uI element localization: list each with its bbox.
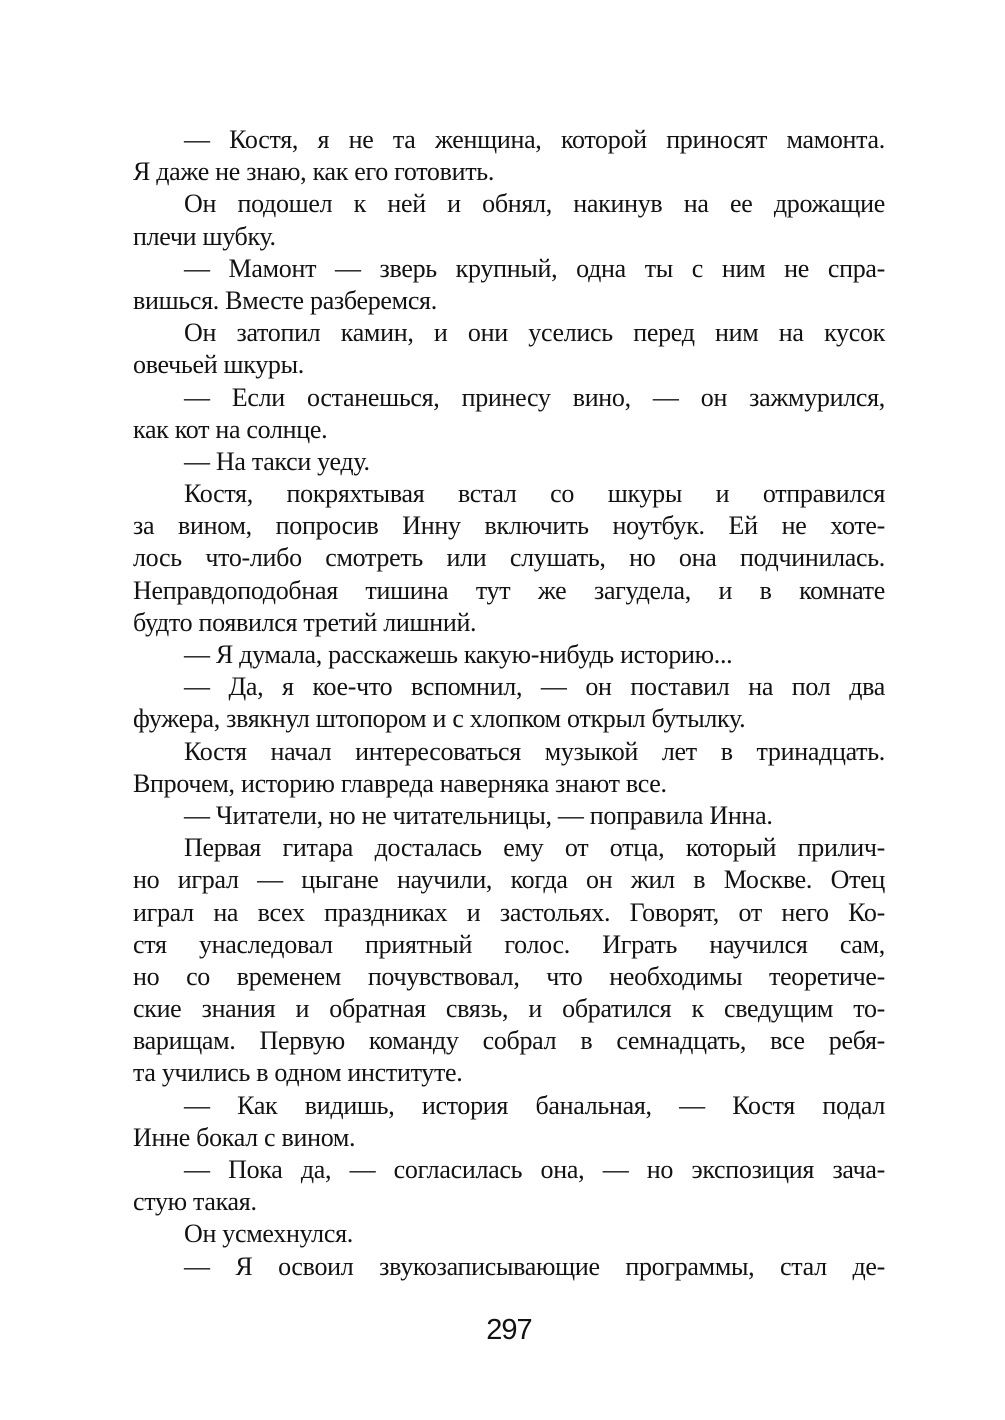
text-line: фужера, звякнул штопором и с хлопком открыл бутылку. (133, 704, 746, 734)
text-line: Он затопил камин, и они уселись перед ним на кусок (184, 318, 885, 348)
text-line: — Да, я кое-что вспомнил, — он поставил на пол два (184, 672, 885, 702)
text-line: как кот на солнце. (133, 414, 328, 444)
text-line: Первая гитара досталась ему от отца, который прилич- (184, 833, 885, 863)
text-line: — Пока да, — согласилась она, — но экспозиция зача- (184, 1155, 885, 1184)
text-line: Он усмехнулся. (184, 1219, 353, 1249)
text-line: играл на всех праздниках и застольях. Говорят, от него Ко- (133, 897, 885, 927)
text-line: — На такси уеду. (184, 446, 370, 476)
text-line: — Костя, я не та женщина, которой приносят мамонта. (184, 125, 885, 154)
text-line: Костя, покряхтывая встал со шкуры и отправился (184, 479, 885, 509)
text-line: Я даже не знаю, как его готовить. (133, 157, 495, 187)
text-line: лось что-либо смотреть или слушать, но она подчинилась. (133, 543, 885, 573)
text-line: — Читатели, но не читательницы, — поправила Инна. (184, 800, 773, 830)
text-line: — Если останешься, принесу вино, — он зажмурился, (184, 382, 885, 412)
text-line: — Мамонт — зверь крупный, одна ты с ним не спра- (184, 253, 885, 283)
text-line: Инне бокал с вином. (133, 1122, 356, 1152)
text-line: вишься. Вместе разберемся. (133, 285, 437, 315)
text-line: за вином, попросив Инну включить ноутбук. Ей не хоте- (133, 511, 885, 541)
text-line: Впрочем, историю главреда наверняка знают все. (133, 768, 667, 798)
text-line: но играл — цыгане научили, когда он жил в Москве. Отец (133, 865, 885, 895)
text-line: варищам. Первую команду собрал в семнадцать, все ребя- (133, 1026, 885, 1056)
text-line: овечьей шкуры. (133, 350, 304, 380)
text-line: ские знания и обратная связь, и обратился к сведущим то- (133, 994, 885, 1024)
text-line: но со временем почувствовал, что необходимы теоретиче- (133, 961, 885, 991)
text-line: плечи шубку. (133, 221, 276, 251)
text-line: — Я думала, расскажешь какую-нибудь историю... (184, 640, 733, 669)
text-line: — Я освоил звукозаписывающие программы, стал де- (184, 1251, 885, 1281)
text-line: та учились в одном институте. (133, 1058, 463, 1088)
text-line: будто появился третий лишний. (133, 607, 477, 637)
text-line: стя унаследовал приятный голос. Играть научился сам, (133, 929, 885, 959)
page-number: 297 (486, 1314, 532, 1346)
text-line: Неправдоподобная тишина тут же загудела, и в комнате (133, 575, 885, 605)
text-line: стую такая. (133, 1187, 257, 1217)
text-column (133, 124, 885, 1283)
text-line: — Как видишь, история банальная, — Костя подал (184, 1090, 885, 1120)
text-line: Костя начал интересоваться музыкой лет в тринадцать. (184, 736, 885, 766)
text-line: Он подошел к ней и обнял, накинув на ее дрожащие (184, 189, 885, 219)
